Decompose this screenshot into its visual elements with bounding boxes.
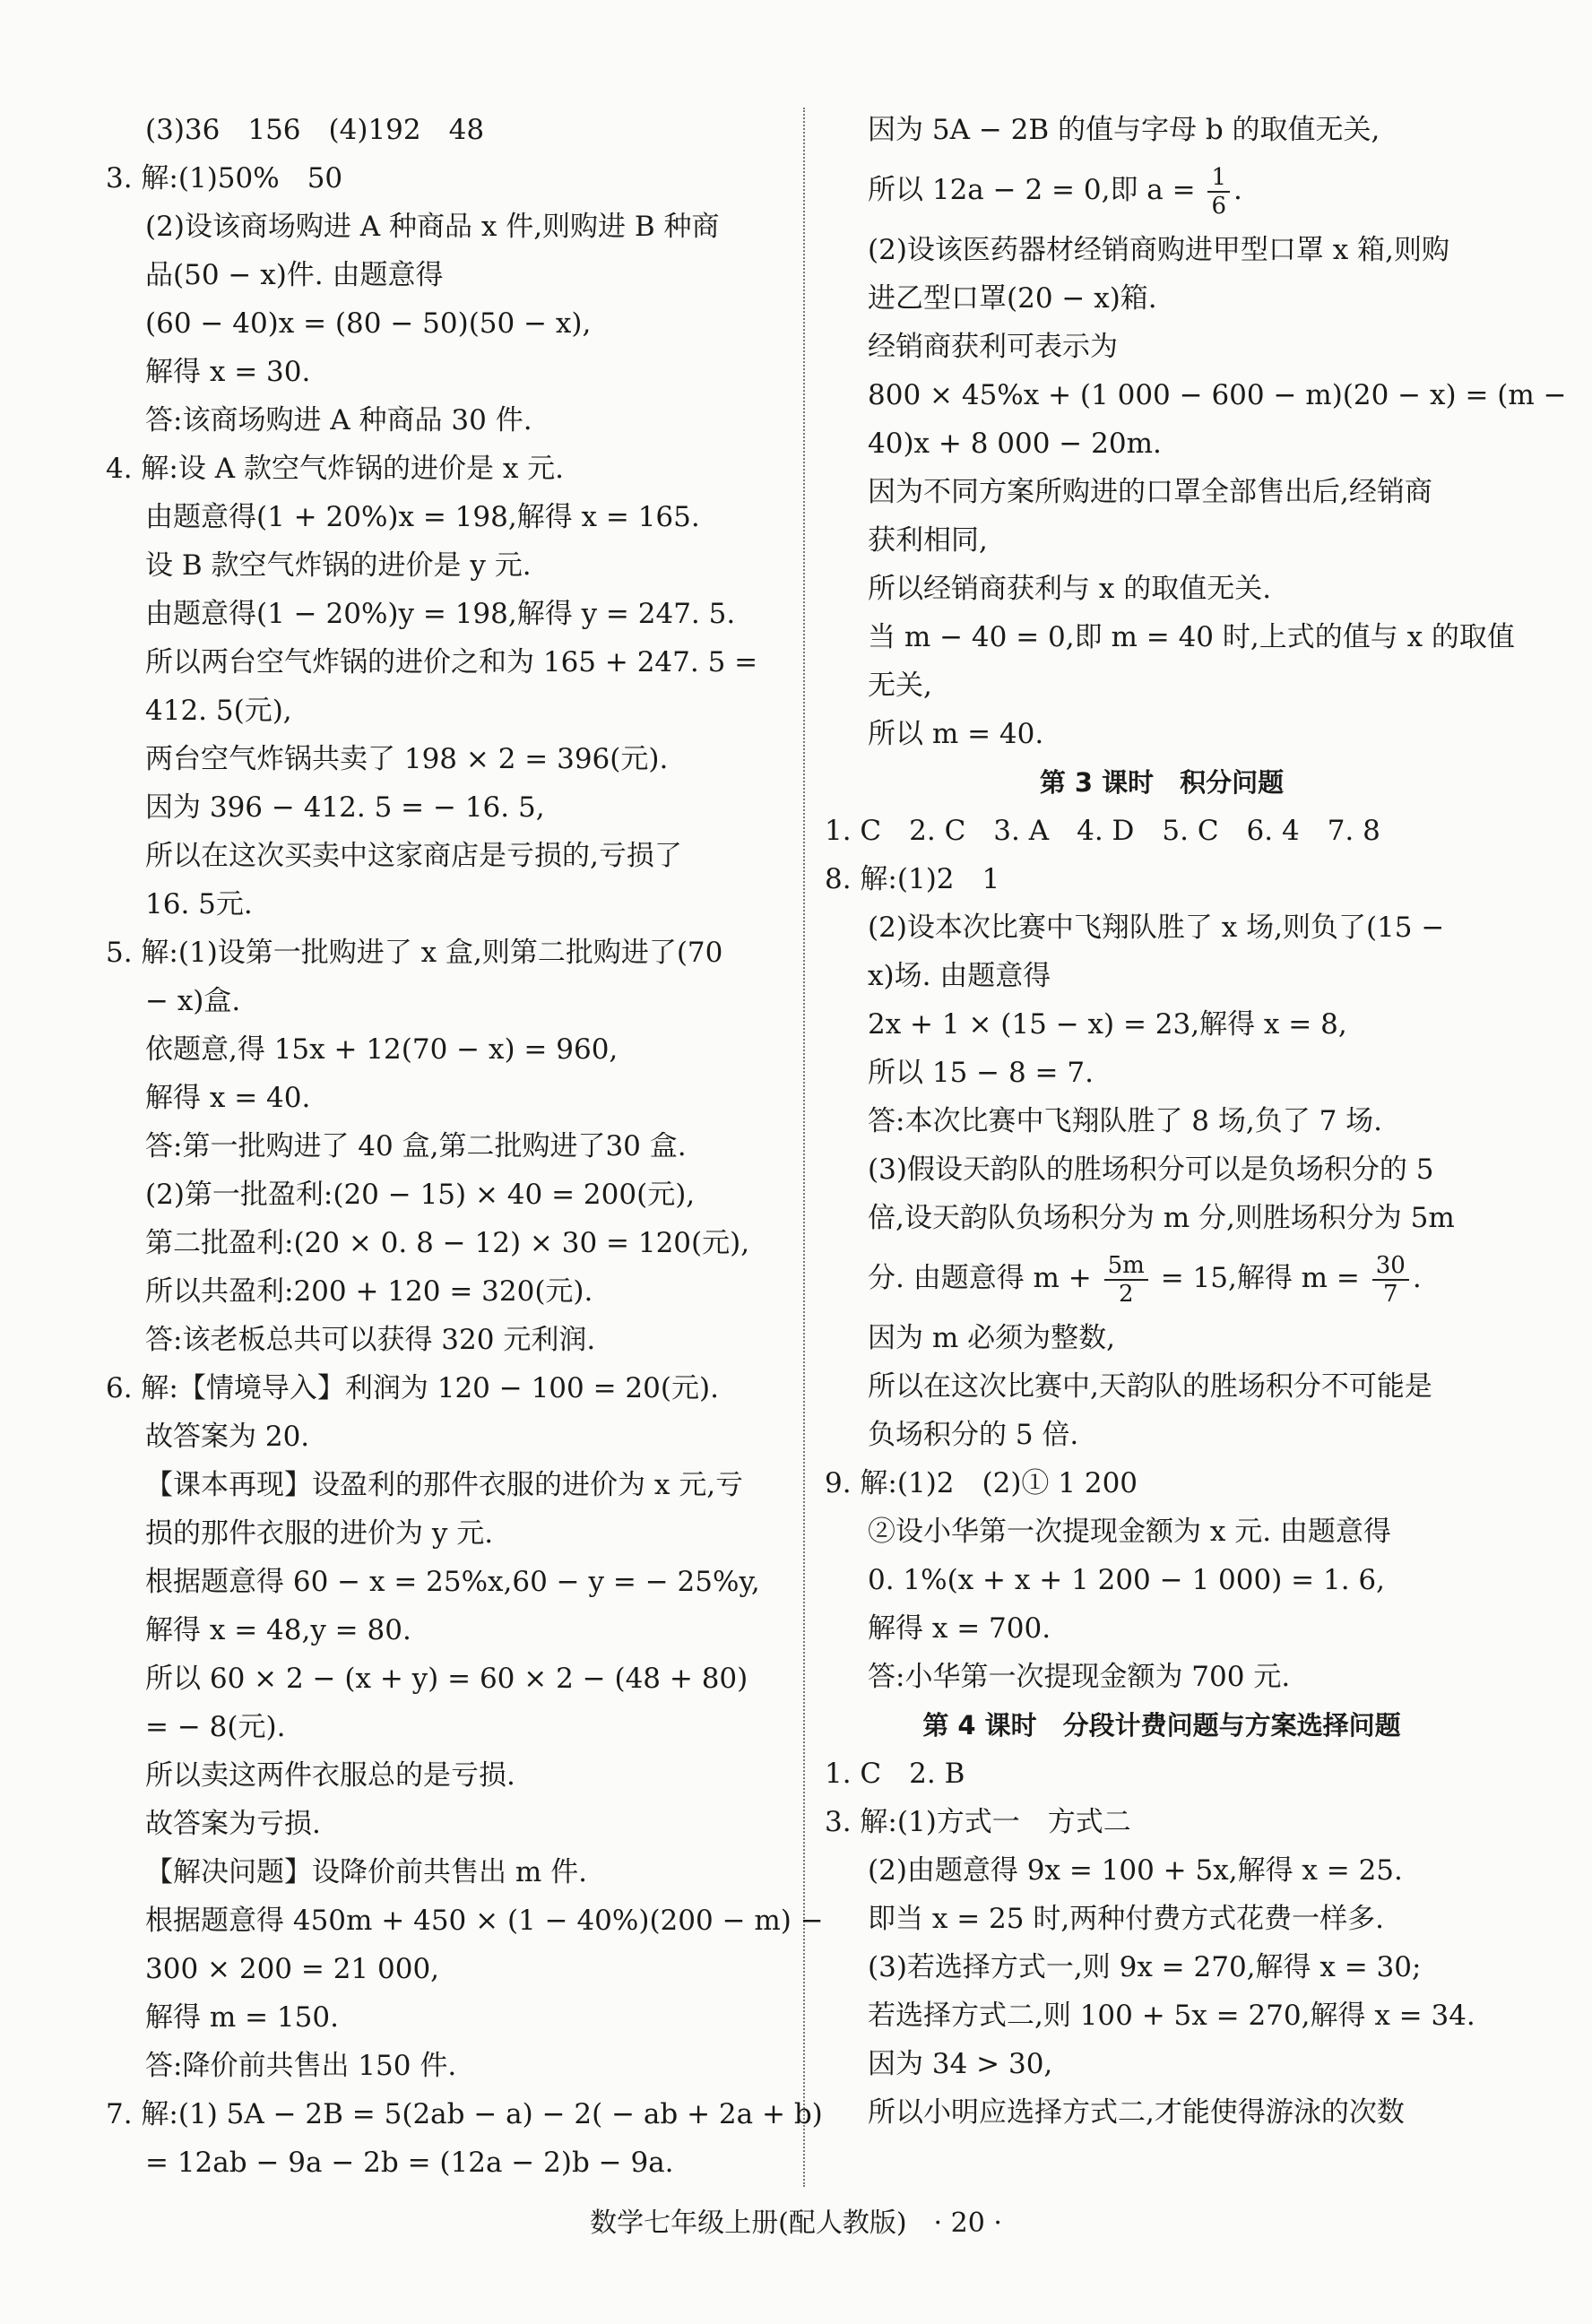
text-line: 0. 1%(x + x + 1 200 − 1 000) = 1. 6, xyxy=(868,1564,1385,1596)
text-line: 答:本次比赛中飞翔队胜了 8 场,负了 7 场. xyxy=(868,1105,1383,1137)
text-segment: . xyxy=(1412,1262,1422,1294)
text-line: 损的那件衣服的进价为 y 元. xyxy=(145,1517,494,1550)
fraction-denominator: 2 xyxy=(1118,1280,1134,1308)
text-line: 答:第一批购进了 40 盒,第二批购进了30 盒. xyxy=(145,1130,687,1162)
text-line: 答:降价前共售出 150 件. xyxy=(145,2050,457,2082)
text-line: 因为 34 > 30, xyxy=(868,2048,1053,2080)
text-line: 解得 x = 48,y = 80. xyxy=(145,1614,411,1646)
text-line: 答:小华第一次提现金额为 700 元. xyxy=(868,1661,1291,1693)
text-line: 所以 15 − 8 = 7. xyxy=(868,1057,1094,1089)
text-line: 故答案为亏损. xyxy=(145,1808,321,1840)
text-line: 412. 5(元), xyxy=(145,695,292,727)
text-line: 答:该老板总共可以获得 320 元利润. xyxy=(145,1324,596,1356)
text-line: (3)若选择方式一,则 9x = 270,解得 x = 30; xyxy=(868,1951,1422,1983)
text-line: 1. C 2. C 3. A 4. D 5. C 6. 4 7. 8 xyxy=(825,815,1380,847)
text-line: 根据题意得 450m + 450 × (1 − 40%)(200 − m) − xyxy=(145,1905,824,1937)
text-line: 300 × 200 = 21 000, xyxy=(145,1953,440,1985)
text-line: 由题意得(1 − 20%)y = 198,解得 y = 247. 5. xyxy=(145,598,736,630)
text-line: 经销商获利可表示为 xyxy=(868,331,1118,363)
text-line: x)场. 由题意得 xyxy=(868,960,1051,992)
text-line: 所以 60 × 2 − (x + y) = 60 × 2 − (48 + 80) xyxy=(145,1663,748,1695)
text-segment: 分. 由题意得 m + xyxy=(868,1262,1101,1294)
text-line: 2x + 1 × (15 − x) = 23,解得 x = 8, xyxy=(868,1008,1347,1041)
text-line: 两台空气炸锅共卖了 198 × 2 = 396(元). xyxy=(145,743,669,775)
text-line: 根据题意得 60 − x = 25%x,60 − y = − 25%y, xyxy=(145,1566,760,1598)
text-line: (3)36 156 (4)192 48 xyxy=(145,114,485,146)
text-line: − x)盒. xyxy=(145,985,241,1017)
text-line: 解得 m = 150. xyxy=(145,2001,339,2034)
text-line: 倍,设天韵队负场积分为 m 分,则胜场积分为 5m xyxy=(868,1202,1455,1234)
text-line: = − 8(元). xyxy=(145,1711,286,1743)
text-line: ②设小华第一次提现金额为 x 元. 由题意得 xyxy=(868,1516,1391,1548)
text-line: 解得 x = 700. xyxy=(868,1612,1051,1645)
text-line: (2)由题意得 9x = 100 + 5x,解得 x = 25. xyxy=(868,1854,1403,1887)
text-line: 若选择方式二,则 100 + 5x = 270,解得 x = 34. xyxy=(868,2000,1475,2032)
text-line: 品(50 − x)件. 由题意得 xyxy=(145,259,444,291)
fraction-denominator: 6 xyxy=(1211,192,1227,220)
section-heading: 第 3 课时 积分问题 xyxy=(1039,767,1285,798)
text-line: 进乙型口罩(20 − x)箱. xyxy=(868,282,1157,315)
text-line: 16. 5元. xyxy=(145,888,253,920)
text-line: = 12ab − 9a − 2b = (12a − 2)b − 9a. xyxy=(145,2147,674,2179)
left-column xyxy=(106,106,824,2187)
fraction-numerator: 5m xyxy=(1104,1252,1148,1281)
text-line: 解得 x = 30. xyxy=(145,356,311,388)
text-line: 因为 m 必须为整数, xyxy=(868,1322,1115,1354)
text-line: 答:该商场购进 A 种商品 30 件. xyxy=(145,404,532,436)
text-line: 故答案为 20. xyxy=(145,1421,310,1453)
text-line: 无关, xyxy=(868,670,932,702)
text-line: (3)假设天韵队的胜场积分可以是负场积分的 5 xyxy=(868,1153,1434,1186)
text-line: 5. 解:(1)设第一批购进了 x 盒,则第二批购进了(70 xyxy=(106,937,723,969)
text-line: 即当 x = 25 时,两种付费方式花费一样多. xyxy=(868,1903,1385,1935)
text-line: 负场积分的 5 倍. xyxy=(868,1419,1079,1451)
fraction-denominator: 7 xyxy=(1383,1280,1398,1308)
text-line: (2)第一批盈利:(20 − 15) × 40 = 200(元), xyxy=(145,1179,696,1211)
text-line: 设 B 款空气炸锅的进价是 y 元. xyxy=(145,549,532,582)
equation-line xyxy=(825,154,1499,226)
fraction xyxy=(1104,1252,1148,1308)
text-line: 因为 396 − 412. 5 = − 16. 5, xyxy=(145,791,545,824)
text-line: (2)设本次比赛中飞翔队胜了 x 场,则负了(15 − xyxy=(868,911,1445,944)
right-column xyxy=(825,106,1567,2137)
text-line: 所以 m = 40. xyxy=(868,718,1044,750)
text-line: 【解决问题】设降价前共售出 m 件. xyxy=(145,1856,587,1888)
text-line: 依题意,得 15x + 12(70 − x) = 960, xyxy=(145,1033,619,1066)
fraction xyxy=(1372,1252,1409,1308)
fraction-numerator: 30 xyxy=(1372,1252,1409,1281)
text-line: 所以卖这两件衣服总的是亏损. xyxy=(145,1759,515,1792)
text-line: 所以两台空气炸锅的进价之和为 165 + 247. 5 = xyxy=(145,646,758,678)
text-line: 所以小明应选择方式二,才能使得游泳的次数 xyxy=(868,2096,1405,2129)
text-line: 3. 解:(1)方式一 方式二 xyxy=(825,1806,1131,1838)
text-line: 所以共盈利:200 + 120 = 320(元). xyxy=(145,1275,593,1308)
text-line: 所以在这次买卖中这家商店是亏损的,亏损了 xyxy=(145,840,682,872)
equation-line xyxy=(825,1242,1499,1314)
text-line: 所以经销商获利与 x 的取值无关. xyxy=(868,573,1272,605)
text-segment: . xyxy=(1233,174,1242,206)
text-line: 所以在这次比赛中,天韵队的胜场积分不可能是 xyxy=(868,1370,1432,1403)
text-line: 9. 解:(1)2 (2)① 1 200 xyxy=(825,1467,1138,1499)
text-line: 因为 5A − 2B 的值与字母 b 的取值无关, xyxy=(868,114,1380,146)
text-segment: = 15,解得 m = xyxy=(1151,1262,1369,1294)
column-divider xyxy=(803,108,805,2187)
text-line: 8. 解:(1)2 1 xyxy=(825,863,1000,895)
page-footer: 数学七年级上册(配人教版) · 20 · xyxy=(590,2207,1002,2239)
text-line: 由题意得(1 + 20%)x = 198,解得 x = 165. xyxy=(145,501,700,533)
text-line: 3. 解:(1)50% 50 xyxy=(106,162,343,194)
text-line: (2)设该商场购进 A 种商品 x 件,则购进 B 种商 xyxy=(145,211,720,243)
text-segment: 所以 12a − 2 = 0,即 a = xyxy=(868,174,1205,206)
text-line: (60 − 40)x = (80 − 50)(50 − x), xyxy=(145,307,592,340)
text-line: 4. 解:设 A 款空气炸锅的进价是 x 元. xyxy=(106,453,565,485)
text-line: 【课本再现】设盈利的那件衣服的进价为 x 元,亏 xyxy=(145,1469,744,1501)
text-line: 6. 解:【情境导入】利润为 120 − 100 = 20(元). xyxy=(106,1372,719,1404)
text-line: 800 × 45%x + (1 000 − 600 − m)(20 − x) = (m − xyxy=(868,379,1567,411)
text-line: 第二批盈利:(20 × 0. 8 − 12) × 30 = 120(元), xyxy=(145,1227,750,1259)
text-line: 1. C 2. B xyxy=(825,1758,965,1790)
fraction xyxy=(1207,164,1230,220)
text-line: 7. 解:(1) 5A − 2B = 5(2ab − a) − 2( − ab + 2a + b) xyxy=(106,2098,823,2130)
section-heading: 第 4 课时 分段计费问题与方案选择问题 xyxy=(922,1710,1401,1741)
text-line: 解得 x = 40. xyxy=(145,1082,311,1114)
text-line: 当 m − 40 = 0,即 m = 40 时,上式的值与 x 的取值 xyxy=(868,621,1515,653)
text-line: 40)x + 8 000 − 20m. xyxy=(868,428,1162,460)
text-line: 因为不同方案所购进的口罩全部售出后,经销商 xyxy=(868,476,1432,508)
fraction-numerator: 1 xyxy=(1207,164,1230,193)
text-line: (2)设该医药器材经销商购进甲型口罩 x 箱,则购 xyxy=(868,234,1449,266)
text-line: 获利相同, xyxy=(868,524,988,557)
